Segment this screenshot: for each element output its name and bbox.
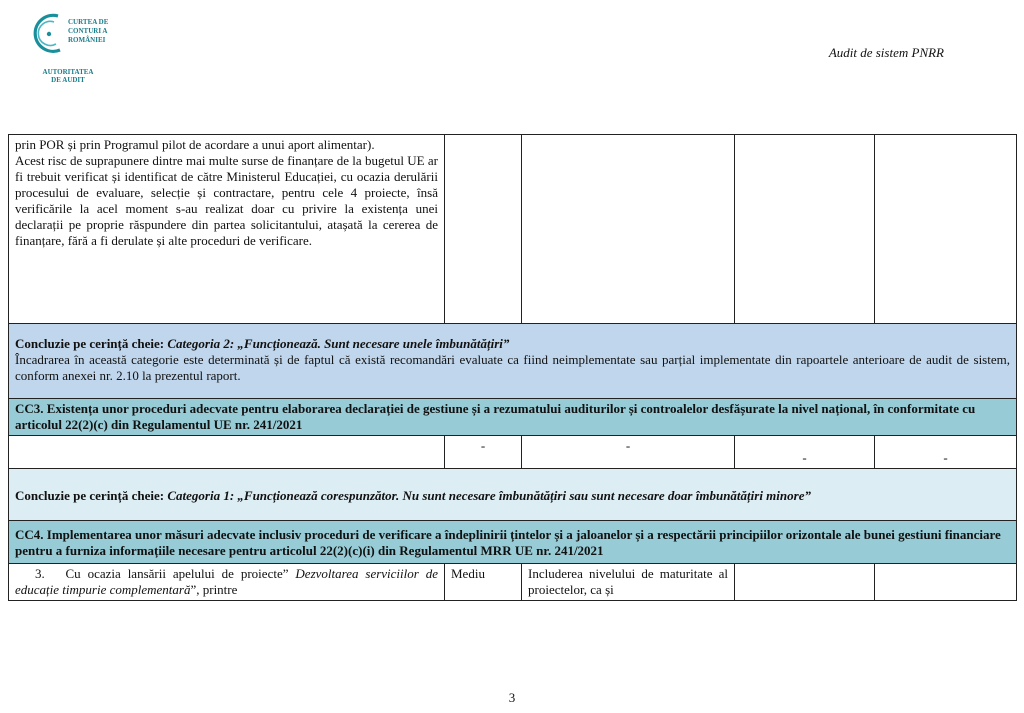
dash-cell: -	[875, 436, 1017, 469]
table-row	[9, 436, 1017, 469]
empty-cell	[875, 564, 1017, 601]
dash-cell: -	[735, 436, 875, 469]
key-requirement-row	[9, 399, 1017, 436]
finding-number: 3.	[35, 566, 45, 581]
curtea-de-conturi-logo	[28, 10, 108, 88]
logo-sub-line-1: AUTORITATEA	[42, 68, 94, 76]
logo-text-line-3: ROMÂNIEI	[68, 36, 106, 44]
empty-cell	[9, 436, 445, 469]
key-requirement-cell	[9, 521, 1017, 564]
empty-cell	[735, 135, 875, 324]
audit-findings-table	[8, 134, 1017, 601]
conclusion-cell	[9, 469, 1017, 521]
finding-text-end: ”, printre	[190, 582, 238, 597]
document-header-title: Audit de sistem PNRR	[828, 45, 944, 60]
key-requirement-row	[9, 521, 1017, 564]
key-requirement-cell	[9, 399, 1017, 436]
conclusion-cell	[9, 324, 1017, 399]
finding-description-cell	[9, 135, 445, 324]
dash-cell: -	[445, 436, 522, 469]
table-row	[9, 135, 1017, 324]
conclusion-category: Categoria 2: „Funcționează. Sunt necesare unele îmbunătățiri”	[167, 336, 510, 351]
page-number: 3	[508, 690, 516, 705]
finding-description-cell	[9, 564, 445, 601]
recommendation-cell	[522, 135, 735, 324]
logo-text-line-1: CURTEA DE	[68, 18, 109, 26]
conclusion-label: Concluzie pe cerință cheie:	[15, 336, 165, 351]
conclusion-category: Categoria 1: „Funcționează corespunzător. Nu sunt necesare îmbunătățiri sau sunt necesare doar îmbunătățiri minore”	[167, 488, 811, 503]
conclusion-heading	[15, 488, 1010, 504]
key-requirement-title: CC4. Implementarea unor măsuri adecvate inclusiv proceduri de verificare a îndeplinirii țintelor și a jaloanelor și a respectării principiilor orizontale ale bunei gestiuni financiare pentru a furniza informațiile necesare pentru articolul 22(2)(c)(i) din Regulamentul MRR UE nr. 241/2021	[15, 527, 1001, 558]
table-row	[9, 564, 1017, 601]
empty-cell	[875, 135, 1017, 324]
conclusion-label: Concluzie pe cerință cheie:	[15, 488, 165, 503]
risk-cell	[445, 135, 522, 324]
conclusion-heading	[15, 336, 1010, 352]
conclusion-row	[9, 469, 1017, 521]
conclusion-row	[9, 324, 1017, 399]
logo-text-line-2: CONTURI A	[68, 27, 108, 35]
recommendation-cell: Includerea nivelului de maturitate al proiectelor, ca și	[522, 564, 735, 601]
logo-emblem-icon	[28, 10, 70, 58]
empty-cell	[735, 564, 875, 601]
finding-text-start: Cu ocazia lansării apelului de proiecte”	[65, 566, 296, 581]
key-requirement-title: CC3. Existența unor proceduri adecvate pentru elaborarea declarației de gestiune și a rezumatului auditurilor și controalelor desfășurate la nivel național, în conformitate cu articolul 22(2)(c) din Regulamentul UE nr. 241/2021	[15, 401, 976, 432]
risk-cell: Mediu	[445, 564, 522, 601]
finding-paragraph: prin POR și prin Programul pilot de acordare a unui aport alimentar).	[15, 137, 375, 152]
finding-paragraph: Acest risc de suprapunere dintre mai multe surse de finanțare de la bugetul UE ar fi trebuit verificat și identificat de către Ministerul Educației, cu ocazia derulării procesului de evaluare, selecție și contractare, pentru cele 4 proiecte, însă verificările la acel moment s-au realizat doar cu privire la existența unei declarații pe proprie răspundere din partea solicitantului, atașată la cererea de finanțare, fără a fi derulate și alte proceduri de verificare.	[15, 153, 438, 248]
finding-text-italic: Dezvoltarea serviciilor de educație timpurie complementară	[15, 566, 439, 597]
conclusion-text: Încadrarea în această categorie este determinată și de faptul că există recomandări evaluate ca fiind neimplementate sau parțial implementate din rapoartele anterioare de audit de sistem, conform anexei nr. 2.10 la prezentul raport.	[15, 352, 1010, 383]
dash-cell: -	[522, 436, 735, 469]
logo-sub-line-2: DE AUDIT	[51, 76, 85, 84]
